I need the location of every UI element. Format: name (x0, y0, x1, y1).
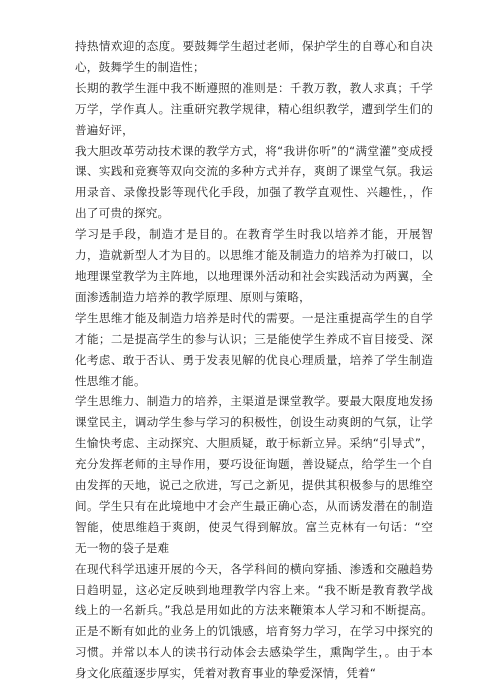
paragraph-7: 在现代科学迅速开展的今天，各学科间的横向穿插、渗透和交融趋势日趋明显，这必定反映到地理教学内容上来。“我不断是教育教学战线上的一名新兵。”我总是用如此的方法来鞭策本人学习和不断提高。正是不断有如此的业务上的饥饿感，培育努力学习，在学习中探究的习惯。并常以本人的读书行动体会去感染学生，熏陶学生，。由于本身文化底蕴逐步厚实，凭着对教育事业的挚爱深情，凭着“ (75, 561, 433, 681)
paragraph-5: 学生思维才能及制造力培养是时代的需要。一是注重提高学生的自学才能；二是提高学生的参与认识；三是能使学生养成不盲目接受、深化考虑、敢于否认、勇于发表见解的优良心理质量，培养了学生制造性思维才能。 (75, 310, 433, 388)
document-body (75, 36, 433, 684)
paragraph-6: 学生思维力、制造力的培养，主渠道是课堂教学。要最大限度地发扬课堂民主，调动学生参与学习的积极性，创设生动爽朗的气氛，让学生愉快考虑、主动探究、大胆质疑，敢于标新立异。采纳“引导式”，充分发挥老师的主导作用，要巧设征询题，善设疑点，给学生一个自由发挥的天地，说己之欣进，写己之新见，提供其积极参与的思维空间。学生只有在此境地中才会产生最正确心态，从而诱发潜在的制造智能，使思维趋于爽朗，使灵气得到解放。富兰克林有一句话：“空无一物的袋子是难 (75, 394, 433, 555)
paragraph-1: 持热情欢迎的态度。要鼓舞学生超过老师，保护学生的自尊心和自决心，鼓舞学生的制造性； (75, 39, 433, 74)
paragraph-3: 我大胆改革劳动技术课的教学方式，将“我讲你听”的“满堂灌”变成授课、实践和竞赛等双向交流的多种方式并存，爽朗了课堂气氛。我运用录音、录像投影等现代化手段，加强了教学直观性、兴趣性，，作出了可贵的探究。 (75, 143, 433, 221)
paragraph-4: 学习是手段，制造才是目的。在教育学生时我以培养才能，开展智力，造就新型人才为目的。以思维才能及制造力的培养为打破口，以地理课堂教学为主阵地，以地理课外活动和社会实践活动为两翼，全面渗透制造力培养的教学原理、原则与策略， (75, 227, 433, 304)
paragraph-2: 长期的教学生涯中我不断遵照的准则是：千教万教，教人求真；千学万学，学作真人。注重研究教学规律，精心组织教学，遭到学生们的普遍好评， (75, 80, 433, 137)
